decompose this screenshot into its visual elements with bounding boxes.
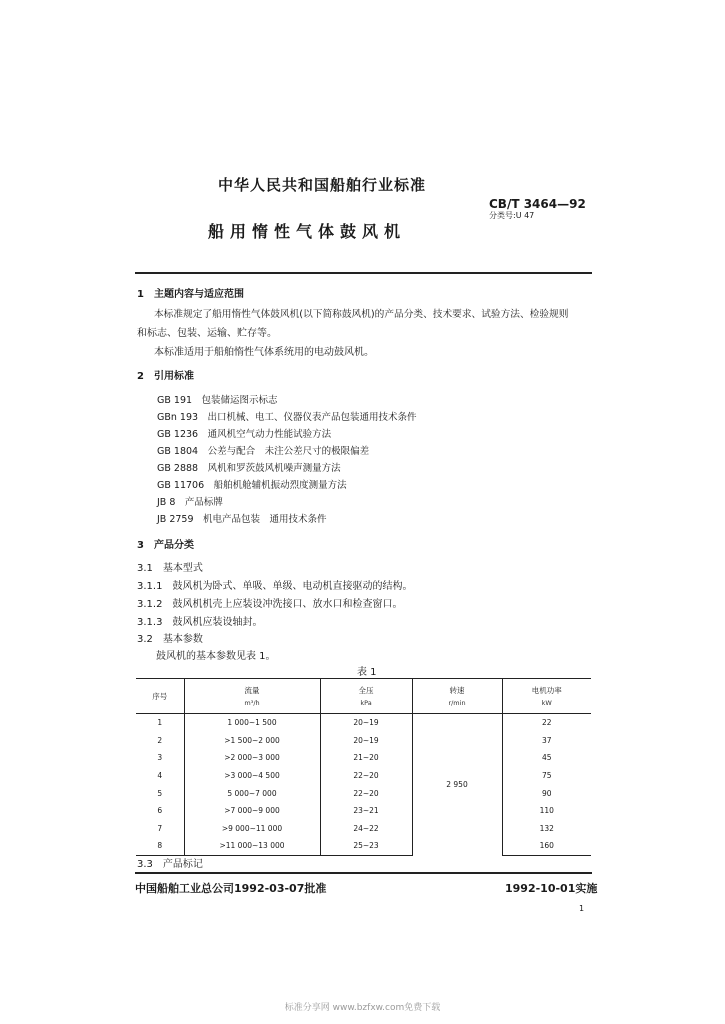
standard-code: CB/T 3464—92 <box>489 197 586 211</box>
reference-item: GB 191 包装储运图示标志 <box>157 395 278 406</box>
section-1-paragraph-2: 本标准适用于船舶惰性气体系统用的电动鼓风机。 <box>154 347 374 358</box>
power-value: 132 <box>502 820 591 838</box>
footer-rule <box>135 872 592 874</box>
pressure-value: 25~23 <box>320 837 412 855</box>
row-number: 8 <box>136 837 184 855</box>
section-3-heading: 3 产品分类 <box>137 540 194 551</box>
flow-value: 5 000~7 000 <box>184 784 320 802</box>
clause-3-1-3: 3.1.3 鼓风机应装设轴封。 <box>137 617 263 628</box>
power-value: 90 <box>502 784 591 802</box>
clause-3-2-paragraph: 鼓风机的基本参数见表 1。 <box>156 651 276 662</box>
column-header-pressure: 全压 kPa <box>320 679 412 714</box>
column-header-speed: 转速 r/min <box>412 679 502 714</box>
reference-item: GB 11706 船舶机舱辅机振动烈度测量方法 <box>157 480 347 491</box>
row-number: 3 <box>157 753 163 763</box>
classification-number: 分类号:U 47 <box>489 211 535 220</box>
flow-value: >1 500~2 000 <box>184 732 320 750</box>
clause-3-1: 3.1 基本型式 <box>137 563 203 574</box>
reference-item: GB 1804 公差与配合 未注公差尺寸的极限偏差 <box>157 446 370 457</box>
reference-item: GB 2888 风机和罗茨鼓风机噪声测量方法 <box>157 463 341 474</box>
page-number: 1 <box>579 904 585 913</box>
reference-item: JB 2759 机电产品包装 通用技术条件 <box>157 514 327 525</box>
section-2-heading: 2 引用标准 <box>137 371 194 382</box>
flow-value: >3 000~4 500 <box>184 767 320 785</box>
flow-value: >2 000~3 000 <box>184 749 320 767</box>
pressure-value: 24~22 <box>320 820 412 838</box>
clause-3-2: 3.2 基本参数 <box>137 634 203 645</box>
pressure-value: 20~19 <box>320 732 412 750</box>
reference-item: GBn 193 出口机械、电工、仪器仪表产品包装通用技术条件 <box>157 412 417 423</box>
table-row <box>136 749 591 767</box>
power-value: 37 <box>502 732 591 750</box>
table-header-row <box>136 679 591 714</box>
clause-3-3: 3.3 产品标记 <box>137 859 203 870</box>
clause-3-1-2: 3.1.2 鼓风机机壳上应装设冲洗接口、放水口和检查窗口。 <box>137 599 403 610</box>
table-row <box>136 820 591 838</box>
row-number: 4 <box>157 771 163 781</box>
power-value: 110 <box>502 802 591 820</box>
row-number: 5 <box>157 788 163 798</box>
section-1-paragraph-1-line-2: 和标志、包装、运输、贮存等。 <box>137 328 277 339</box>
implementation-date: 1992-10-01实施 <box>505 882 598 895</box>
column-header-number: 序号 <box>136 679 184 714</box>
speed-value: 2 950 <box>412 714 502 856</box>
reference-item: JB 8 产品标牌 <box>157 497 223 508</box>
table-row <box>136 837 591 855</box>
clause-3-1-1: 3.1.1 鼓风机为卧式、单吸、单级、电动机直接驱动的结构。 <box>137 581 413 592</box>
power-value: 45 <box>502 749 591 767</box>
table-row <box>136 784 591 802</box>
row-number: 7 <box>157 823 163 833</box>
pressure-value: 21~20 <box>320 749 412 767</box>
section-1-paragraph-1-line-1: 本标准规定了船用惰性气体鼓风机(以下简称鼓风机)的产品分类、技术要求、试验方法、检验规则 <box>154 309 569 320</box>
flow-value: >7 000~9 000 <box>184 802 320 820</box>
row-number: 1 <box>157 718 163 728</box>
issuing-body-title: 中华人民共和国船舶行业标准 <box>218 176 427 194</box>
flow-value: 1 000~1 500 <box>184 714 320 732</box>
table-row <box>136 732 591 750</box>
pressure-value: 22~20 <box>320 784 412 802</box>
reference-item: GB 1236 通风机空气动力性能试验方法 <box>157 429 332 440</box>
power-value: 22 <box>502 714 591 732</box>
pressure-value: 22~20 <box>320 767 412 785</box>
document-title: 船用惰性气体鼓风机 <box>208 222 407 241</box>
column-header-power: 电机功率 kW <box>502 679 591 714</box>
power-value: 75 <box>502 767 591 785</box>
power-value: 160 <box>502 837 591 855</box>
flow-value: >11 000~13 000 <box>184 837 320 855</box>
row-number: 2 <box>157 735 163 745</box>
table-row <box>136 802 591 820</box>
table-row <box>136 767 591 785</box>
flow-value: >9 000~11 000 <box>184 820 320 838</box>
table-caption: 表 1 <box>357 667 377 678</box>
watermark: 标准分享网 www.bzfxw.com免费下载 <box>284 1003 441 1013</box>
row-number: 6 <box>157 806 163 816</box>
table-row <box>136 714 591 732</box>
approval-statement: 中国船舶工业总公司1992-03-07批准 <box>135 882 327 895</box>
pressure-value: 20~19 <box>320 714 412 732</box>
section-1-heading: 1 主题内容与适应范围 <box>137 289 244 300</box>
parameters-table <box>136 678 591 856</box>
pressure-value: 23~21 <box>320 802 412 820</box>
header-rule <box>135 272 592 274</box>
column-header-flow: 流量 m³/h <box>184 679 320 714</box>
